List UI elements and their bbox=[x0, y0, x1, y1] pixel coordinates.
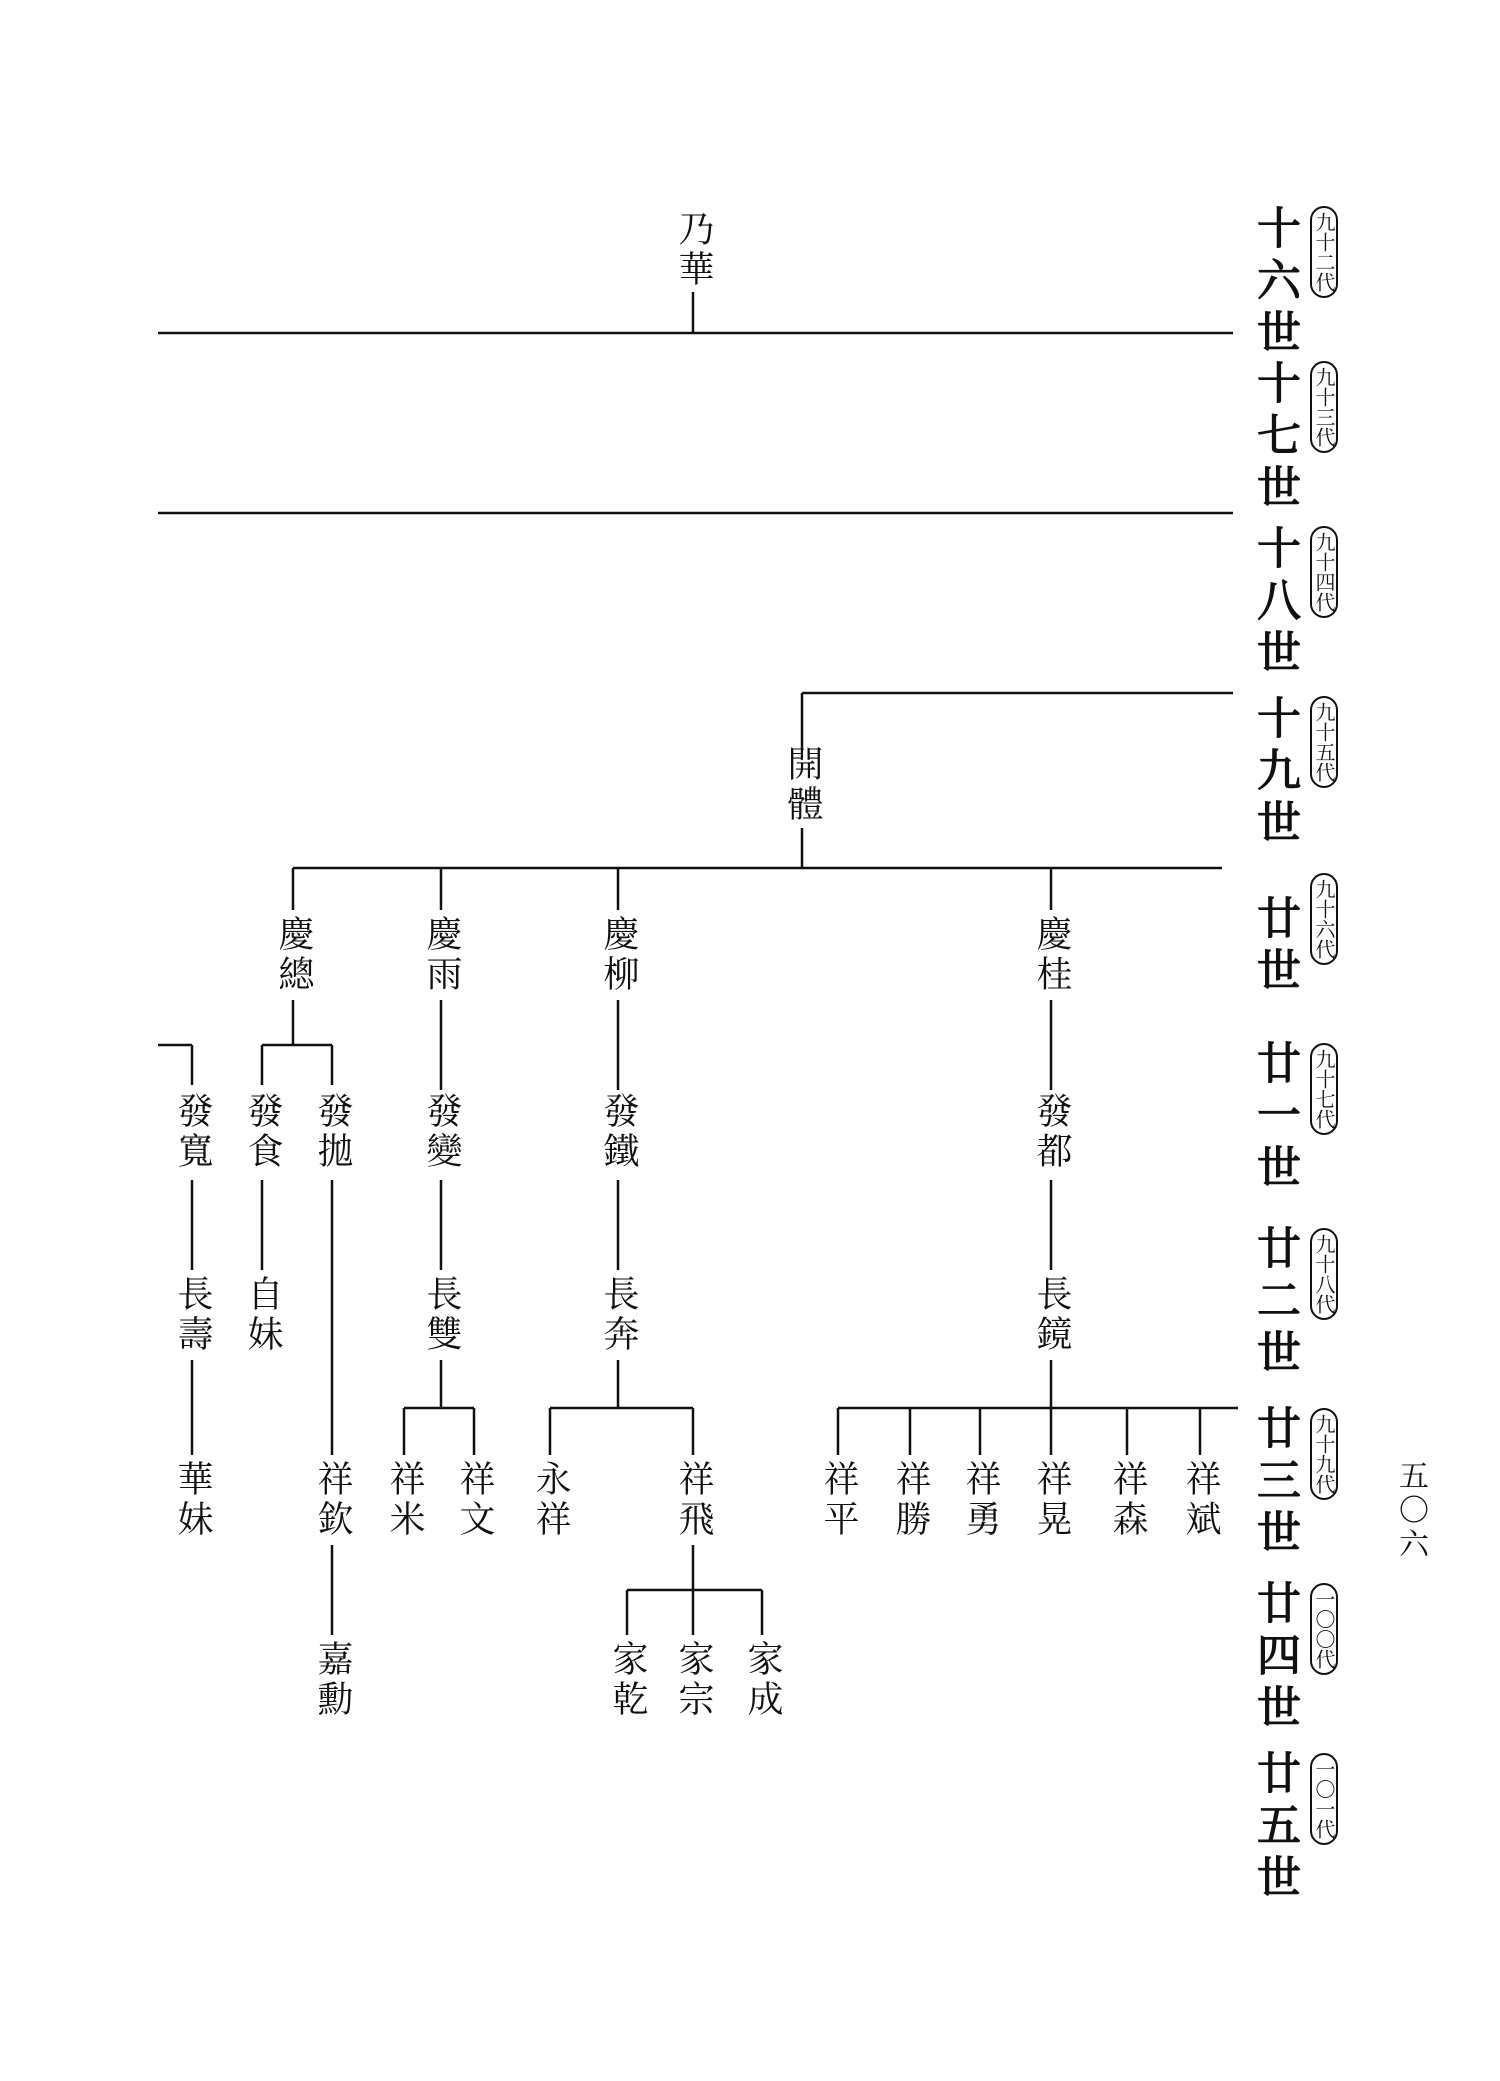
generation-label: 廿四世 bbox=[1249, 1580, 1300, 1736]
person-node: 祥勝 bbox=[890, 1460, 931, 1540]
person-node: 慶總 bbox=[273, 915, 314, 995]
person-node: 發鐵 bbox=[598, 1092, 639, 1172]
person-node: 祥斌 bbox=[1180, 1460, 1221, 1540]
person-node: 華妹 bbox=[172, 1460, 213, 1540]
generation-label: 十九世 bbox=[1249, 695, 1300, 851]
person-node: 長奔 bbox=[598, 1275, 639, 1355]
generation-dai-label: 九十二代 bbox=[1310, 206, 1338, 298]
generation-label: 廿一世 bbox=[1249, 1040, 1300, 1196]
person-node: 祥米 bbox=[384, 1460, 425, 1540]
person-node: 家宗 bbox=[673, 1640, 714, 1720]
person-node: 家乾 bbox=[607, 1640, 648, 1720]
person-node: 祥欽 bbox=[312, 1460, 353, 1540]
generation-label: 十六世 bbox=[1249, 205, 1300, 361]
person-node: 發變 bbox=[421, 1092, 462, 1172]
person-node: 發食 bbox=[242, 1092, 283, 1172]
person-node: 長壽 bbox=[172, 1275, 213, 1355]
generation-label: 廿三世 bbox=[1249, 1405, 1300, 1561]
generation-dai-label: 九十九代 bbox=[1310, 1408, 1338, 1500]
generation-label: 十七世 bbox=[1249, 360, 1300, 516]
person-node: 長鏡 bbox=[1031, 1275, 1072, 1355]
page-number: 五〇六 bbox=[1393, 1460, 1428, 1562]
person-node: 自妹 bbox=[242, 1275, 283, 1355]
generation-dai-label: 九十三代 bbox=[1310, 361, 1338, 453]
person-node: 祥晃 bbox=[1031, 1460, 1072, 1540]
person-node: 發都 bbox=[1031, 1092, 1072, 1172]
generation-label: 廿二世 bbox=[1249, 1225, 1300, 1381]
person-node: 慶柳 bbox=[598, 915, 639, 995]
generation-dai-label: 九十八代 bbox=[1310, 1228, 1338, 1320]
person-node: 祥飛 bbox=[673, 1460, 714, 1540]
person-node: 乃華 bbox=[673, 210, 714, 290]
person-node: 長雙 bbox=[421, 1275, 462, 1355]
person-node: 慶桂 bbox=[1031, 915, 1072, 995]
person-node: 嘉勳 bbox=[312, 1640, 353, 1720]
person-node: 祥勇 bbox=[960, 1460, 1001, 1540]
generation-dai-label: 九十六代 bbox=[1310, 873, 1338, 965]
person-node: 發拋 bbox=[312, 1092, 353, 1172]
person-node: 開體 bbox=[782, 745, 823, 825]
generation-dai-label: 九十四代 bbox=[1310, 526, 1338, 618]
person-node: 祥森 bbox=[1107, 1460, 1148, 1540]
person-node: 慶雨 bbox=[421, 915, 462, 995]
generation-label: 廿五世 bbox=[1249, 1750, 1300, 1906]
person-node: 永祥 bbox=[530, 1460, 571, 1540]
generation-dai-label: 九十七代 bbox=[1310, 1043, 1338, 1135]
person-node: 祥平 bbox=[818, 1460, 859, 1540]
generation-dai-label: 一〇一代 bbox=[1310, 1753, 1338, 1845]
generation-dai-label: 一〇〇代 bbox=[1310, 1583, 1338, 1675]
generation-dai-label: 九十五代 bbox=[1310, 696, 1338, 788]
person-node: 家成 bbox=[742, 1640, 783, 1720]
generation-label: 十八世 bbox=[1249, 525, 1300, 681]
person-node: 發寬 bbox=[172, 1092, 213, 1172]
person-node: 祥文 bbox=[454, 1460, 495, 1540]
generation-label: 廿世 bbox=[1249, 895, 1300, 999]
